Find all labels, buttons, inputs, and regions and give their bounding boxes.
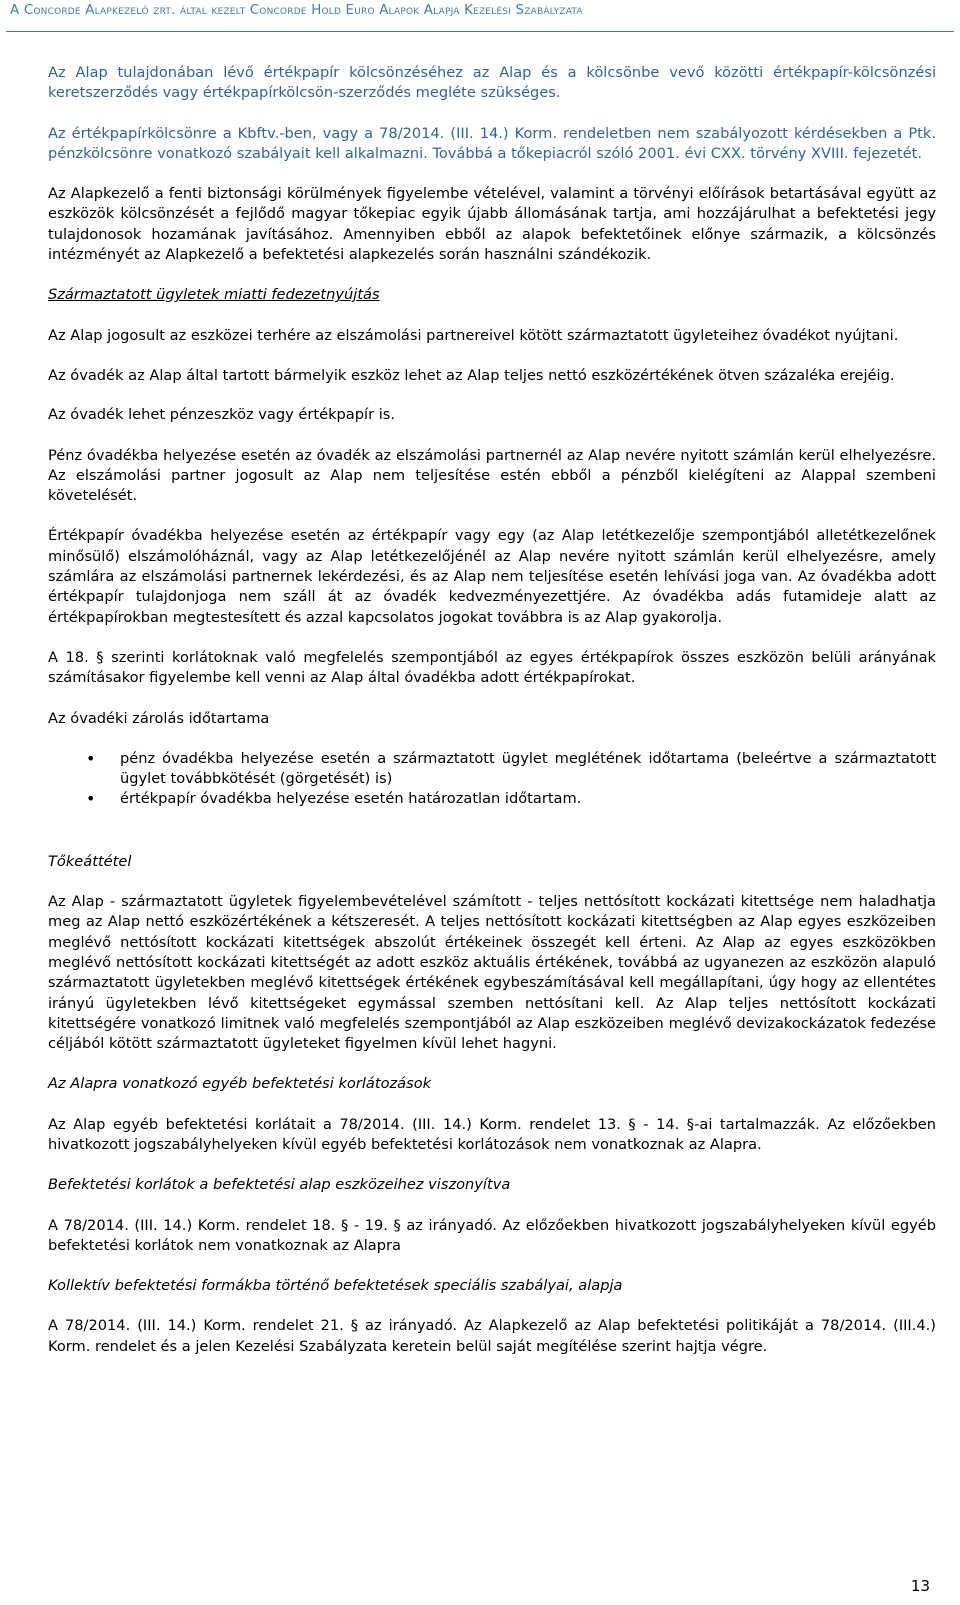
document-body <box>48 63 936 1357</box>
list-item: • értékpapír óvadékba helyezése esetén határozatlan időtartam. <box>120 789 936 809</box>
header-divider <box>6 31 954 32</box>
paragraph-applicable-rules: Az értékpapírkölcsönre a Kbftv.-ben, vagy a 78/2014. (III. 14.) Korm. rendeletben nem szabályozott kérdésekben a Ptk. pénzkölcsönre vonatkozó szabályait kell alkalmazni. Továbbá a tőkepiacról szóló 2001. évi CXX. törvény XVIII. fejezetét. <box>48 124 936 162</box>
paragraph-collateral-limit: Az óvadék az Alap által tartott bármelyik eszköz lehet az Alap teljes nettó eszközértékének ötven százaléka erejéig. <box>48 366 895 384</box>
page-header <box>0 0 960 34</box>
heading-leverage: Tőkeáttétel <box>48 852 132 870</box>
paragraph-other-restrictions: Az Alap egyéb befektetési korlátait a 78/2014. (III. 14.) Korm. rendelet 13. § - 14. §-ai tartalmazzák. Az előzőekben hivatkozott jogszabályhelyeken kívül egyéb befektetési korlátozások nem vonatkoznak az Alapra. <box>48 1115 936 1153</box>
heading-collateral-duration: Az óvadéki zárolás időtartama <box>48 709 270 727</box>
paragraph-leverage: Az Alap - származtatott ügyletek figyelembevételével számított - teljes nettósított kockázati kitettsége nem haladhatja meg az Alap nettó eszközértékének a kétszeresét. A teljes nettósított kockázati kitettségben az Alap egyes eszközeiben meglévő nettósított kockázati kitettségek abszolút értékeinek összegét kell érteni. Az Alap az egyes eszközökben meglévő nettósított kockázati kitettségét az adott eszköz aktuális értékének, továbbá az ugyanezen az eszközön alapuló származtatott ügyletekben meglévő kitettségek értékének egybeszámításával kell megállapítani, úgy hogy az ellentétes irányú ügyletekben lévő kitettségeket egymással szemben nettósítani kell. Az Alap teljes nettósított kockázati kitettségére vonatkozó limitnek való megfelelés szempontjából az Alap eszközeiben meglévő devizakockázatok fedezése céljából kötött származtatott ügyleteket figyelmen kívül lehet hagyni. <box>48 893 936 1053</box>
paragraph-collateral-right: Az Alap jogosult az eszközei terhére az elszámolási partnereivel kötött származtatott ügyleteihez óvadékot nyújtani. <box>48 326 899 344</box>
list-item: • pénz óvadékba helyezése esetén a származtatott ügylet meglétének időtartama (beleértve a származtatott ügylet továbbkötését (görgetését) is) <box>120 749 936 790</box>
paragraph-securities-lending-contract: Az Alap tulajdonában lévő értékpapír kölcsönzéséhez az Alap és a kölcsönbe vevő közötti értékpapír-kölcsönzési keretszerződés vagy értékpapírkölcsön-szerződés megléte szükséges. <box>48 64 936 102</box>
collateral-duration-list <box>48 749 936 810</box>
page-number: 13 <box>910 1577 930 1595</box>
heading-other-restrictions: Az Alapra vonatkozó egyéb befektetési korlátozások <box>48 1075 432 1093</box>
paragraph-collateral-type: Az óvadék lehet pénzeszköz vagy értékpapír is. <box>48 406 396 424</box>
paragraph-lending-policy: Az Alapkezelő a fenti biztonsági körülmények figyelembe vételével, valamint a törvényi előírások betartásával együtt az eszközök kölcsönzését a fejlődő magyar tőkepiac egyik újabb állomásának tartja, ami hozzájárulhat a befektetési jegy tulajdonosok hozamának javításához. Amennyiben ebből az alapok befektetőinek előnye származik, a kölcsönzés intézményét az Alapkezelő a befektetési alapkezelés során használni szándékozik. <box>48 185 936 264</box>
paragraph-cash-collateral: Pénz óvadékba helyezése esetén az óvadék az elszámolási partnernél az Alap nevére nyitott számlán kerül elhelyezésre. Az elszámolási partner jogosult az Alap nem teljesítése estén ebből a pénzből kielégíteni az Alappal szembeni követelését. <box>48 446 936 505</box>
paragraph-securities-collateral: Értékpapír óvadékba helyezése esetén az értékpapír vagy egy (az Alap letétkezelője szempontjából alletétkezelőnek minősülő) elszámolóháznál, vagy az Alap letétkezelőjénél az Alap nevére nyitott számlán kerül elhelyezésre, amely számlára az elszámolási partnernek lekérdezési, és az Alap nem teljesítése esetén lehívási joga van. Az óvadékba adott értékpapír tulajdonjoga nem száll át az óvadék kedvezményezettjére. Az óvadékba adás futamideje alatt az értékpapírokban megtestesített és azzal kapcsolatos jogokat továbbra is az Alap gyakorolja. <box>48 527 936 626</box>
heading-derivative-collateral: Származtatott ügyletek miatti fedezetnyújtás <box>48 286 380 304</box>
header-title: A Concorde Alapkezelő zrt. által kezelt Concorde Hold Euro Alapok Alapja Kezelési Szabályzata <box>10 3 583 18</box>
heading-asset-limits: Befektetési korlátok a befektetési alap eszközeihez viszonyítva <box>48 1176 511 1194</box>
paragraph-limit-calculation: A 18. § szerinti korlátoknak való megfelelés szempontjából az egyes értékpapírok összes eszközön belüli arányának számításakor figyelembe kell venni az Alap által óvadékba adott értékpapírokat. <box>48 648 936 687</box>
paragraph-collective-investment: A 78/2014. (III. 14.) Korm. rendelet 21. § az irányadó. Az Alapkezelő az Alap befektetési politikáját a 78/2014. (III.4.) Korm. rendelet és a jelen Kezelési Szabályzata keretein belül saját megítélése szerint hajtja végre. <box>48 1317 936 1355</box>
heading-collective-investment: Kollektív befektetési formákba történő befektetések speciális szabályai, alapja <box>48 1277 623 1295</box>
paragraph-asset-limits: A 78/2014. (III. 14.) Korm. rendelet 18. § - 19. § az irányadó. Az előzőekben hivatkozott jogszabályhelyeken kívül egyéb befektetési korlátok nem vonatkoznak az Alapra <box>48 1216 936 1254</box>
